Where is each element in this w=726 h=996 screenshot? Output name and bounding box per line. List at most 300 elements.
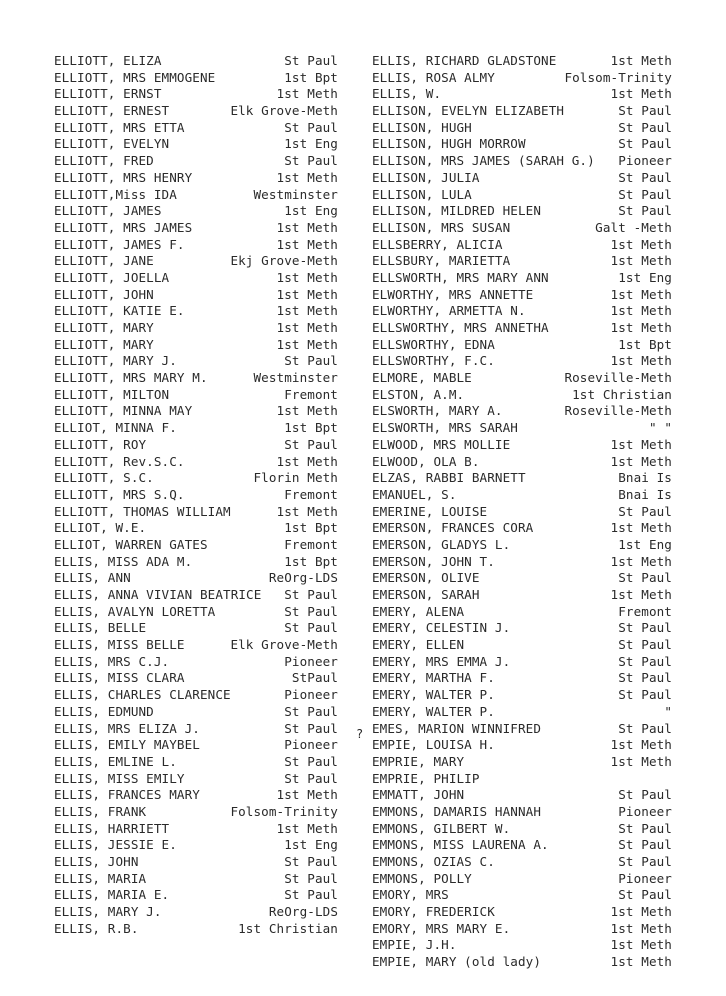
list-item (372, 654, 672, 671)
entry-name: EMMONS, OZIAS C. (372, 854, 495, 869)
list-item (372, 754, 672, 771)
entry-affiliation: Elk Grove-Meth (230, 637, 338, 653)
list-item (372, 670, 672, 687)
entry-name: ELLIOTT, THOMAS WILLIAM (54, 503, 231, 519)
entry-affiliation: 1st Meth (610, 320, 672, 335)
entry-affiliation: St Paul (284, 603, 338, 619)
entry-affiliation: Folsom-Trinity (564, 69, 672, 85)
entry-name: EMERY, ALENA (372, 603, 465, 619)
entry-name: EMANUEL, S. (372, 486, 457, 502)
entry-affiliation: Galt -Meth (595, 219, 672, 235)
entry-name: ELLISON, HUGH MORROW (372, 136, 526, 152)
entry-affiliation: St Paul (284, 720, 338, 736)
entry-affiliation: StPaul (291, 670, 338, 686)
list-item (372, 854, 672, 871)
list-item (372, 187, 672, 204)
entry-name: ELLIS, EMLINE L. (54, 753, 177, 769)
entry-affiliation: Fremont (284, 536, 338, 552)
list-item (54, 270, 338, 287)
entry-name: ELLIOTT, MRS JAMES (54, 219, 193, 235)
list-item (372, 387, 672, 404)
entry-affiliation: " (664, 703, 672, 719)
entry-affiliation: St Paul (284, 770, 338, 786)
list-item (372, 771, 672, 788)
entry-name: ELLIOT, W.E. (54, 520, 147, 536)
entry-name: EMMONS, GILBERT W. (372, 820, 511, 836)
entry-affiliation: St Paul (618, 670, 672, 686)
entry-affiliation: Pioneer (284, 653, 338, 669)
list-item (54, 153, 338, 170)
entry-name: EMERSON, OLIVE (372, 570, 480, 586)
entry-affiliation: 1st Meth (610, 587, 672, 602)
entry-name: ELLIS, CHARLES CLARENCE (54, 687, 231, 703)
list-item (54, 420, 338, 437)
entry-affiliation: 1st Meth (276, 303, 338, 319)
entry-name: ELLIOTT, JOHN (54, 286, 154, 302)
list-item (372, 237, 672, 254)
entry-name: ELLIOTT, S.C. (54, 470, 154, 486)
entry-name: ELLIS, MARIA (54, 870, 147, 886)
entry-name: EMERY, WALTER P. (372, 703, 495, 719)
entry-name: ELSTON, A.M. (372, 386, 465, 402)
list-item (372, 537, 672, 554)
entry-name: ELLSWORTHY, MRS ANNETHA (372, 320, 549, 335)
list-item (372, 86, 672, 103)
entry-affiliation: 1st Meth (610, 520, 672, 536)
entry-name: ELLIOTT, FRED (54, 153, 154, 169)
entry-name: ELLIS, MARIA E. (54, 887, 170, 903)
list-item (54, 721, 338, 738)
entry-name: ELLIS, RICHARD GLADSTONE (372, 53, 557, 68)
entry-name: EMERY, MRS EMMA J. (372, 653, 511, 669)
entry-affiliation: St Paul (618, 119, 672, 135)
entry-name: EMERY, ELLEN (372, 637, 465, 653)
entry-affiliation: 1st Bpt (284, 420, 338, 436)
entry-affiliation: St Paul (284, 53, 338, 68)
list-item (54, 320, 338, 337)
list-item (372, 303, 672, 320)
entry-name: ELLIOTT, MARY (54, 320, 154, 335)
list-item (372, 487, 672, 504)
entry-name: ELLIS, W. (372, 86, 442, 102)
entry-affiliation: 1st Meth (276, 236, 338, 252)
list-item (54, 520, 338, 537)
list-item (54, 504, 338, 521)
entry-name: ELLISON, EVELYN ELIZABETH (372, 103, 565, 119)
entry-name: ELLIOTT, MRS EMMOGENE (54, 69, 216, 85)
list-item (372, 620, 672, 637)
entry-affiliation: Elk Grove-Meth (230, 103, 338, 119)
list-item (372, 504, 672, 521)
list-item (54, 220, 338, 237)
entry-affiliation: St Paul (284, 587, 338, 602)
entry-name: ELLIOTT, KATIE E. (54, 303, 185, 319)
list-item (372, 403, 672, 420)
entry-affiliation: 1st Meth (276, 820, 338, 836)
entry-affiliation: St Paul (284, 119, 338, 135)
entry-affiliation: 1st Meth (610, 937, 672, 953)
list-item (54, 854, 338, 871)
entry-affiliation: Fremont (284, 486, 338, 502)
entry-affiliation: St Paul (284, 854, 338, 869)
list-item (54, 53, 338, 70)
entry-name: ELLSWORTHY, F.C. (372, 353, 495, 369)
entry-affiliation: Fremont (284, 386, 338, 402)
entry-affiliation: St Paul (618, 620, 672, 636)
list-item (372, 921, 672, 938)
entry-name: EMMONS, DAMARIS HANNAH (372, 803, 542, 819)
entry-name: ELLIS, AVALYN LORETTA (54, 603, 216, 619)
entry-affiliation: Bnai Is (618, 470, 672, 486)
entry-name: EMES, MARION WINNIFRED (372, 720, 542, 736)
entry-affiliation: 1st Meth (610, 86, 672, 102)
list-item (372, 153, 672, 170)
entry-name: ELLIOTT, Rev.S.C. (54, 453, 185, 469)
entry-affiliation: 1st Meth (610, 737, 672, 753)
entry-name: ELLIOTT, ERNST (54, 86, 162, 102)
entry-affiliation: Westminster (253, 186, 338, 202)
list-item (372, 120, 672, 137)
entry-affiliation: 1st Meth (276, 269, 338, 285)
list-item (372, 554, 672, 571)
entry-affiliation: St Paul (618, 687, 672, 703)
entry-affiliation: 1st Meth (276, 503, 338, 519)
entry-affiliation: 1st Eng (284, 203, 338, 219)
list-item (54, 86, 338, 103)
entry-affiliation: 1st Meth (610, 236, 672, 252)
entry-affiliation: 1st Eng (284, 136, 338, 152)
list-item (54, 604, 338, 621)
entry-name: ELLIOTT, ERNEST (54, 103, 170, 119)
list-item (54, 237, 338, 254)
entry-affiliation: 1st Meth (276, 86, 338, 102)
entry-affiliation: 1st Meth (276, 320, 338, 335)
list-item (54, 737, 338, 754)
list-item (372, 704, 672, 721)
list-item (54, 537, 338, 554)
entry-affiliation: St Paul (284, 153, 338, 169)
list-item (54, 437, 338, 454)
entry-affiliation: St Paul (618, 637, 672, 653)
list-item (54, 570, 338, 587)
entry-affiliation: 1st Bpt (618, 336, 672, 352)
entry-name: ELLIS, R.B. (54, 920, 139, 936)
list-item (54, 587, 338, 604)
entry-affiliation: ReOrg-LDS (268, 570, 338, 586)
list-item (372, 353, 672, 370)
list-item (54, 904, 338, 921)
entry-name: ELLISON, LULA (372, 186, 472, 202)
list-item (54, 303, 338, 320)
entry-affiliation: 1st Christian (238, 920, 338, 936)
entry-affiliation: 1st Christian (572, 386, 672, 402)
entry-affiliation: 1st Bpt (284, 69, 338, 85)
list-item (372, 320, 672, 337)
entry-affiliation: Fremont (618, 603, 672, 619)
entry-name: ELLIS, JESSIE E. (54, 837, 177, 853)
list-item (372, 887, 672, 904)
entry-name: EMERY, MARTHA F. (372, 670, 495, 686)
entry-affiliation: 1st Bpt (284, 553, 338, 569)
entry-name: ELLIOT, WARREN GATES (54, 536, 208, 552)
list-item (54, 637, 338, 654)
entry-affiliation: 1st Meth (610, 920, 672, 936)
list-item (372, 604, 672, 621)
list-item (372, 520, 672, 537)
entry-name: ELLIS, MARY J. (54, 904, 162, 920)
list-item (372, 687, 672, 704)
entry-affiliation: St Paul (618, 653, 672, 669)
entry-name: ELLIOTT,Miss IDA (54, 186, 177, 202)
entry-name: ELLIOTT, MINNA MAY (54, 403, 193, 419)
entry-name: ELLIOTT, JANE (54, 253, 154, 269)
entry-name: ELLISON, MRS SUSAN (372, 219, 511, 235)
list-item (372, 437, 672, 454)
entry-affiliation: 1st Meth (276, 336, 338, 352)
list-item (54, 136, 338, 153)
list-item (54, 70, 338, 87)
list-item (54, 887, 338, 904)
entry-name: ELLIS, MISS BELLE (54, 637, 185, 653)
right-column (372, 53, 672, 971)
entry-affiliation: 1st Meth (610, 303, 672, 319)
entry-affiliation: 1st Meth (610, 553, 672, 569)
entry-affiliation: Ekj Grove-Meth (230, 253, 338, 269)
list-item (54, 103, 338, 120)
list-item (54, 203, 338, 220)
entry-affiliation: Roseville-Meth (564, 370, 672, 386)
list-item (54, 387, 338, 404)
list-item (54, 353, 338, 370)
entry-name: ELLIS, FRANK (54, 803, 147, 819)
list-item (54, 487, 338, 504)
list-item (54, 454, 338, 471)
entry-affiliation: Westminster (253, 370, 338, 386)
entry-name: EMPRIE, MARY (372, 753, 465, 769)
entry-affiliation: 1st Meth (610, 453, 672, 469)
entry-affiliation: Roseville-Meth (564, 403, 672, 419)
list-item (372, 787, 672, 804)
entry-affiliation: St Paul (618, 169, 672, 185)
entry-affiliation: 1st Meth (610, 904, 672, 920)
entry-name: ELLIS, MISS EMILY (54, 770, 185, 786)
entry-name: ELLIS, BELLE (54, 620, 147, 636)
entry-name: ELLIS, MISS CLARA (54, 670, 185, 686)
entry-name: EMPRIE, PHILIP (372, 770, 480, 786)
entry-name: EMORY, MRS (372, 887, 449, 903)
list-item (54, 554, 338, 571)
entry-name: EMPIE, LOUISA H. (372, 737, 495, 753)
entry-affiliation: St Paul (284, 753, 338, 769)
list-item (54, 470, 338, 487)
entry-affiliation: St Paul (618, 720, 672, 736)
entry-affiliation: 1st Meth (610, 353, 672, 369)
list-item (372, 420, 672, 437)
entry-affiliation: St Paul (618, 186, 672, 202)
list-item (372, 270, 672, 287)
list-item (372, 454, 672, 471)
entry-affiliation: St Paul (284, 870, 338, 886)
list-item (54, 837, 338, 854)
list-item (54, 754, 338, 771)
entry-affiliation: 1st Meth (276, 787, 338, 803)
entry-name: EMMATT, JOHN (372, 787, 465, 803)
entry-name: ELLIS, HARRIETT (54, 820, 170, 836)
entry-name: EMMONS, MISS LAURENA A. (372, 837, 549, 853)
entry-affiliation: 1st Meth (276, 286, 338, 302)
entry-affiliation: St Paul (284, 436, 338, 452)
entry-name: ELLIS, EMILY MAYBEL (54, 737, 200, 753)
entry-name: EMERSON, GLADYS L. (372, 536, 511, 552)
entry-affiliation: St Paul (284, 887, 338, 903)
entry-affiliation: 1st Meth (610, 286, 672, 302)
entry-affiliation: Pioneer (618, 153, 672, 169)
entry-name: ELLIOTT, JOELLA (54, 269, 170, 285)
list-item (372, 337, 672, 354)
entry-name: ELLIS, ANN (54, 570, 131, 586)
entry-name: EMERSON, FRANCES CORA (372, 520, 534, 536)
list-item (372, 203, 672, 220)
entry-name: ELLSWORTH, MRS MARY ANN (372, 269, 549, 285)
list-item (54, 771, 338, 788)
entry-affiliation: Folsom-Trinity (230, 803, 338, 819)
entry-name: ELLSBERRY, ALICIA (372, 236, 503, 252)
list-item (372, 287, 672, 304)
list-item (372, 370, 672, 387)
entry-affiliation: Bnai Is (618, 486, 672, 502)
entry-name: EMORY, FREDERICK (372, 904, 495, 920)
list-item (372, 721, 672, 738)
entry-affiliation: 1st Meth (610, 253, 672, 269)
entry-affiliation: Pioneer (618, 803, 672, 819)
list-item (372, 937, 672, 954)
entry-name: EMPIE, MARY (old lady) (372, 954, 542, 970)
entry-affiliation: Pioneer (284, 737, 338, 753)
entry-affiliation: St Paul (618, 136, 672, 152)
entry-name: ELLISON, MILDRED HELEN (372, 203, 542, 219)
list-item (54, 687, 338, 704)
entry-affiliation: 1st Meth (276, 453, 338, 469)
entry-name: ELWOOD, OLA B. (372, 453, 480, 469)
left-column (54, 53, 338, 937)
entry-name: ELLIOTT, MRS MARY M. (54, 370, 208, 386)
entry-name: ELSWORTH, MARY A. (372, 403, 503, 419)
entry-affiliation: St Paul (618, 503, 672, 519)
entry-name: ELLIOT, MINNA F. (54, 420, 177, 436)
entry-affiliation: 1st Eng (618, 269, 672, 285)
entry-affiliation: 1st Meth (610, 753, 672, 769)
entry-name: EMORY, MRS MARY E. (372, 920, 511, 936)
list-item (372, 637, 672, 654)
entry-affiliation: 1st Eng (284, 837, 338, 853)
entry-name: ELLIOTT, MRS ETTA (54, 119, 185, 135)
entry-name: EMERINE, LOUISE (372, 503, 488, 519)
entry-name: ELLIS, MRS ELIZA J. (54, 720, 200, 736)
entry-affiliation: 1st Meth (276, 169, 338, 185)
entry-affiliation: 1st Meth (610, 954, 672, 970)
list-item (372, 587, 672, 604)
list-item (54, 337, 338, 354)
list-item (54, 787, 338, 804)
entry-name: EMMONS, POLLY (372, 870, 472, 886)
entry-affiliation: St Paul (618, 854, 672, 869)
entry-name: ELLSBURY, MARIETTA (372, 253, 511, 269)
entry-name: ELLIOTT, MARY J. (54, 353, 177, 369)
entry-name: EMERSON, SARAH (372, 587, 480, 602)
entry-name: ELLIS, JOHN (54, 854, 139, 869)
entry-name: ELLISON, JULIA (372, 169, 480, 185)
list-item (372, 253, 672, 270)
entry-name: ELWORTHY, ARMETTA N. (372, 303, 526, 319)
entry-affiliation: St Paul (618, 203, 672, 219)
entry-name: ELWOOD, MRS MOLLIE (372, 436, 511, 452)
entry-affiliation: " " (648, 420, 672, 436)
list-item (54, 620, 338, 637)
list-item (54, 921, 338, 938)
list-item (54, 170, 338, 187)
entry-name: EMERSON, JOHN T. (372, 553, 495, 569)
list-item (372, 70, 672, 87)
entry-affiliation: Pioneer (284, 687, 338, 703)
entry-name: ELLIOTT, ELIZA (54, 53, 162, 68)
list-item (54, 403, 338, 420)
entry-name: ELLIOTT, MARY (54, 336, 154, 352)
list-item (372, 954, 672, 971)
list-item (372, 904, 672, 921)
list-item (372, 821, 672, 838)
list-item (372, 871, 672, 888)
entry-name: ELLISON, MRS JAMES (SARAH G.) (372, 153, 595, 169)
entry-affiliation: St Paul (618, 837, 672, 853)
entry-name: ELSWORTH, MRS SARAH (372, 420, 518, 436)
entry-name: ELLIOTT, MRS S.Q. (54, 486, 185, 502)
list-item (54, 804, 338, 821)
entry-name: ELZAS, RABBI BARNETT (372, 470, 526, 486)
list-item (372, 220, 672, 237)
list-item (54, 871, 338, 888)
entry-name: ELLIOTT, MRS HENRY (54, 169, 193, 185)
list-item (54, 370, 338, 387)
entry-name: ELLIOTT, JAMES (54, 203, 162, 219)
entry-affiliation: St Paul (284, 353, 338, 369)
entry-affiliation: St Paul (618, 820, 672, 836)
entry-affiliation: St Paul (618, 887, 672, 903)
list-item (372, 170, 672, 187)
entry-name: ELLIS, MRS C.J. (54, 653, 170, 669)
entry-name: ELLIS, ROSA ALMY (372, 69, 495, 85)
list-item (54, 704, 338, 721)
entry-affiliation: 1st Meth (610, 53, 672, 68)
list-item (372, 837, 672, 854)
entry-name: ELLIOTT, ROY (54, 436, 147, 452)
entry-name: ELLIOTT, MILTON (54, 386, 170, 402)
list-item (54, 654, 338, 671)
entry-name: ELLIS, MISS ADA M. (54, 553, 193, 569)
entry-name: ELLIOTT, EVELYN (54, 136, 170, 152)
entry-affiliation: ReOrg-LDS (268, 904, 338, 920)
list-item (54, 120, 338, 137)
entry-affiliation: St Paul (618, 103, 672, 119)
entry-affiliation: St Paul (618, 570, 672, 586)
list-item (372, 103, 672, 120)
entry-name: ELMORE, MABLE (372, 370, 472, 386)
entry-affiliation: Pioneer (618, 870, 672, 886)
list-item (372, 470, 672, 487)
list-item (54, 187, 338, 204)
list-item (372, 136, 672, 153)
list-item (54, 287, 338, 304)
entry-name: ELLIS, FRANCES MARY (54, 787, 200, 803)
